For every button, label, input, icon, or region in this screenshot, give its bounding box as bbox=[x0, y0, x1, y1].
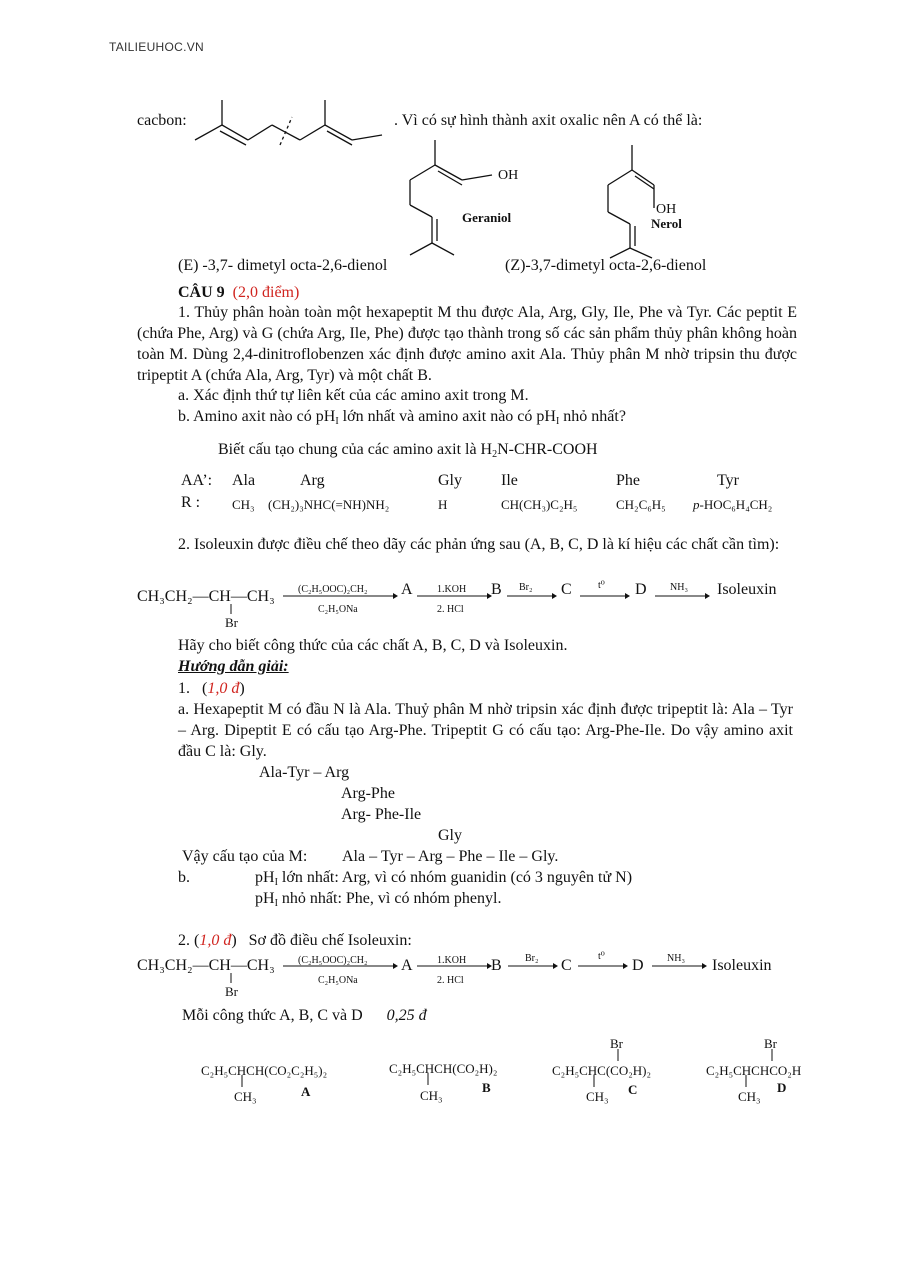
formula-d-ch3: CH₃ bbox=[738, 1089, 761, 1104]
reagent-2-bottom: 2. HCl bbox=[437, 975, 464, 986]
structure-of-m: Ala – Tyr – Arg – Phe – Ile – Gly. bbox=[342, 848, 559, 865]
z-isomer-name: (Z)-3,7-dimetyl octa-2,6-dienol bbox=[505, 257, 707, 274]
reagent-3-top: Br₂ bbox=[519, 582, 533, 593]
aa-name: Phe bbox=[616, 472, 640, 489]
formula-d-top-bond bbox=[770, 1049, 774, 1061]
ph-max-line: $pH_I$ lớn nhất: Arg, vì có nhóm guanidin (có 3 nguyên tử N) bbox=[255, 869, 633, 888]
r-group: H bbox=[438, 497, 448, 512]
carbon-skeleton-structure bbox=[190, 95, 390, 155]
aa-name: Ile bbox=[501, 472, 518, 489]
r-group: p-HOC₆H₄CH₂ bbox=[693, 497, 773, 512]
compound-b: B bbox=[491, 581, 502, 598]
compound-d: D bbox=[635, 581, 647, 598]
formula-d-main: C₂H₅CHCHCO₂H bbox=[706, 1063, 802, 1078]
solution-1-header: 1. (1,0 đ) bbox=[178, 680, 245, 697]
arrow-4 bbox=[578, 962, 628, 970]
arrow-2 bbox=[417, 962, 492, 970]
each-formula-note: Mỗi công thức A, B, C và D 0,25 đ bbox=[182, 1007, 427, 1024]
r-group: (CH₂)₃NHC(=NH)NH₂ bbox=[268, 497, 390, 512]
geraniol-structure bbox=[400, 135, 530, 260]
compound-a: A bbox=[401, 581, 413, 598]
formula-a-bond bbox=[240, 1075, 244, 1087]
arrow-1 bbox=[283, 592, 398, 600]
formula-c-label: C bbox=[628, 1082, 638, 1097]
reagent-2-top: 1.KOH bbox=[437, 955, 467, 966]
reagent-1-bottom: C₂H₅ONa bbox=[318, 604, 358, 615]
formula-c-ch3: CH₃ bbox=[586, 1089, 609, 1104]
reagent-5-top: NH₃ bbox=[670, 582, 688, 593]
formula-c-top-bond bbox=[616, 1049, 620, 1061]
formula-c-main: C₂H₅CHC(CO₂H)₂ bbox=[552, 1063, 652, 1078]
nerol-label: Nerol bbox=[651, 216, 682, 231]
nerol-structure bbox=[600, 140, 690, 260]
ph-min-line: $pH_I$ nhỏ nhất: Phe, vì có nhóm phenyl. bbox=[255, 890, 502, 909]
question-9-a: a. Xác định thứ tự liên kết của các amino axit trong M. bbox=[178, 387, 529, 404]
formula-d-label: D bbox=[777, 1080, 787, 1095]
compound-d: D bbox=[632, 957, 644, 974]
product-isoleuxin: Isoleuxin bbox=[717, 581, 777, 598]
fragment-4: Gly bbox=[438, 827, 462, 844]
general-structure-note: Biết cấu tạo chung của các amino axit là $H_2N-CHR$-COOH bbox=[218, 441, 598, 460]
reactant: CH₃CH₂—CH—CH₃ bbox=[137, 588, 275, 605]
formula-b-main: C₂H₅CHCH(CO₂H)₂ bbox=[389, 1061, 498, 1076]
arrow-3 bbox=[508, 962, 558, 970]
reagent-4-top: t⁰ bbox=[598, 580, 605, 591]
structure-label: Vậy cấu tạo của M: bbox=[182, 848, 308, 865]
formula-a-label: A bbox=[301, 1084, 311, 1099]
reagent-2-top: 1.KOH bbox=[437, 584, 467, 595]
formula-a-main: C₂H₅CHCH(CO₂C₂H₅)₂ bbox=[201, 1063, 328, 1078]
aa-row-label: AA’: bbox=[181, 472, 213, 489]
question-9-part-1: 1. Thủy phân hoàn toàn một hexapeptit M thu được Ala, Arg, Gly, Ile, Phe và Tyr. Các peptit E (chứa Phe, Arg) và G (chứa Arg, Ile, Phe) được tạo thành trong số các sản phẩm thủy phân không hoàn toàn M. Dùng 2,4-dinitroflobenzen xác định được amino axit Ala. Thủy phân M nhờ tripsin thu được tripeptit A (chứa Ala, Arg, Tyr) và một chất B. bbox=[137, 304, 797, 384]
arrow-5 bbox=[655, 592, 710, 600]
formula-a-ch3: CH₃ bbox=[234, 1089, 257, 1104]
compound-a: A bbox=[401, 957, 413, 974]
arrow-4 bbox=[580, 592, 630, 600]
reagent-3-top: Br₂ bbox=[525, 953, 539, 964]
formula-d-br: Br bbox=[764, 1036, 777, 1051]
reagent-4-top: t⁰ bbox=[598, 951, 605, 962]
aa-name: Arg bbox=[300, 472, 325, 489]
formula-b-label: B bbox=[482, 1080, 491, 1095]
r-group: CH₂C₆H₅ bbox=[616, 497, 666, 512]
cacbon-label: cacbon: bbox=[137, 112, 187, 129]
reagent-5-top: NH₃ bbox=[667, 953, 685, 964]
solution-2-header: 2. (1,0 đ) Sơ đồ điều chế Isoleuxin: bbox=[178, 932, 412, 949]
solution-1-text: a. Hexapeptit M có đầu N là Ala. Thuỷ phân M nhờ tripsin xác định được tripeptit là: Ala – Tyr – Arg. Dipeptit E có cấu tạo Arg-Phe. Tripeptit G có cấu tạo: Arg-Phe-Ile. Do vậy amino axit đầu C là: Gly. bbox=[178, 701, 793, 760]
arrow-1 bbox=[283, 962, 398, 970]
reagent-1-top: (C₂H₅OOC)₂CH₂ bbox=[298, 584, 368, 595]
oxalic-statement: . Vì có sự hình thành axit oxalic nên A có thể là: bbox=[394, 112, 703, 129]
arrow-2 bbox=[417, 592, 492, 600]
question-9-title: CÂU 9 (2,0 điểm) bbox=[178, 284, 300, 301]
formula-c-br: Br bbox=[610, 1036, 623, 1051]
solution-b-label: b. bbox=[178, 869, 190, 886]
question-9-part-2: 2. Isoleuxin được điều chế theo dãy các phản ứng sau (A, B, C, D là kí hiệu các chất cần tìm): bbox=[178, 536, 780, 553]
arrow-3 bbox=[507, 592, 557, 600]
site-header: TAILIEUHOC.VN bbox=[109, 40, 205, 54]
compound-c: C bbox=[561, 957, 572, 974]
question-9-ask: Hãy cho biết công thức của các chất A, B, C, D và Isoleuxin. bbox=[178, 637, 568, 654]
bromine-label: Br bbox=[225, 615, 238, 630]
aa-name: Tyr bbox=[717, 472, 739, 489]
compound-c: C bbox=[561, 581, 572, 598]
product-isoleuxin: Isoleuxin bbox=[712, 957, 772, 974]
question-9-b: b. Amino axit nào có $pH_I$ lớn nhất và amino axit nào có $pH_I$ nhỏ nhất? bbox=[178, 408, 626, 427]
reagent-1-top: (C₂H₅OOC)₂CH₂ bbox=[298, 955, 368, 966]
compound-b: B bbox=[491, 957, 502, 974]
formula-b-bond bbox=[426, 1073, 430, 1085]
fragment-1: Ala-Tyr – Arg bbox=[259, 764, 350, 781]
fragment-3: Arg- Phe-Ile bbox=[341, 806, 422, 823]
reagent-1-bottom: C₂H₅ONa bbox=[318, 975, 358, 986]
each-formula-points: 0,25 đ bbox=[386, 1007, 427, 1024]
r-group: CH₃ bbox=[232, 497, 255, 512]
bromine-label: Br bbox=[225, 984, 238, 999]
r-row-label: R : bbox=[181, 494, 201, 511]
formula-c-bond bbox=[592, 1075, 596, 1087]
geraniol-label: Geraniol bbox=[462, 210, 512, 225]
question-9-points: (2,0 điểm) bbox=[232, 284, 300, 301]
aa-name: Ala bbox=[232, 472, 256, 489]
e-isomer-name: (E) -3,7- dimetyl octa-2,6-dienol bbox=[178, 257, 388, 274]
formula-d-bond bbox=[744, 1075, 748, 1087]
aa-name: Gly bbox=[438, 472, 462, 489]
geraniol-oh-label: OH bbox=[498, 168, 519, 183]
formula-b-ch3: CH₃ bbox=[420, 1088, 443, 1103]
reagent-2-bottom: 2. HCl bbox=[437, 604, 464, 615]
arrow-5 bbox=[652, 962, 707, 970]
reactant: CH₃CH₂—CH—CH₃ bbox=[137, 957, 275, 974]
fragment-2: Arg-Phe bbox=[341, 785, 395, 802]
solution-title: Hướng dẫn giải: bbox=[178, 658, 289, 675]
r-group: CH(CH₃)C₂H₅ bbox=[501, 497, 578, 512]
nerol-oh-label: OH bbox=[656, 202, 677, 217]
